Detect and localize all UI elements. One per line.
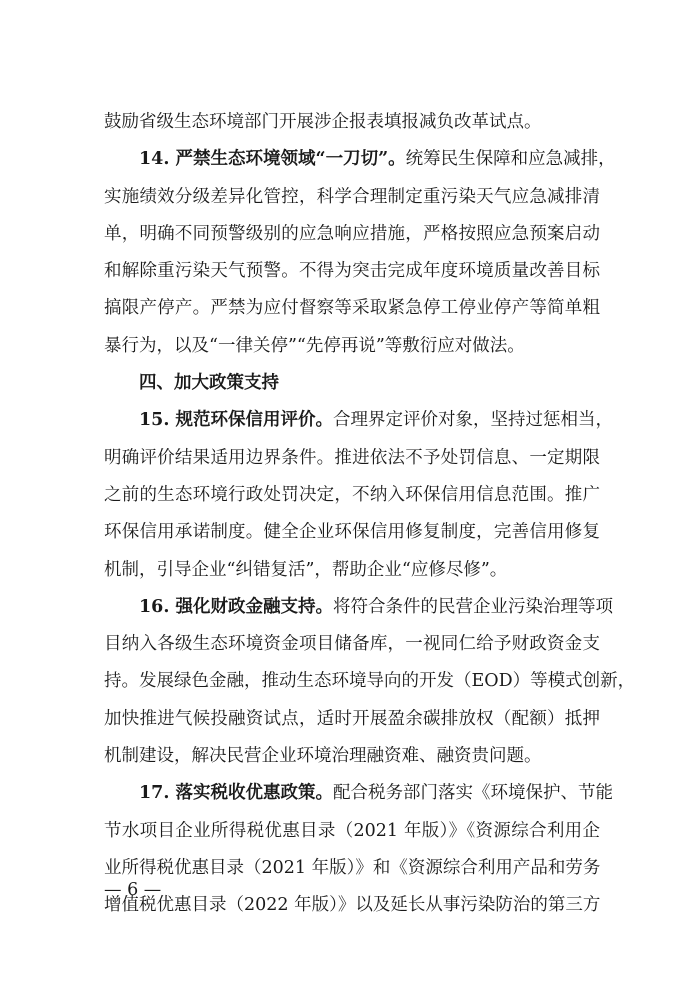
section-heading: 四、加大政策支持 [139,373,279,394]
item-text: 合理界定评价对象，坚持过惩相当， [333,410,614,431]
paragraph-first-line [104,775,614,812]
body-line: 之前的生态环境行政处罚决定，不纳入环保信用信息范围。推广 [104,484,600,505]
item-text: 统筹民生保障和应急减排， [405,149,616,170]
body-line: 鼓励省级生态环境部门开展涉企报表填报减负改革试点。 [104,112,542,132]
body-line: 和解除重污染天气预警。不得为突击完成年度环境质量改善目标 [104,261,600,282]
paragraph-first-line [104,141,616,178]
body-line: 暴行为，以及“一律关停”“先停再说”等敷衍应对做法。 [104,335,525,356]
body-line: 环保信用承诺制度。健全企业环保信用修复制度，完善信用修复 [104,522,600,543]
body-line: 搞限产停产。严禁为应付督察等采取紧急停工停业停产等简单粗 [104,298,600,319]
body-line: 节水项目企业所得税优惠目录（2021 年版）》《资源综合利用企 [104,820,600,841]
body-line: 加快推进气候投融资试点，适时开展盈余碳排放权（配额）抵押 [104,708,600,729]
item-text: 配合税务部门落实《环境保护、节能 [333,783,614,804]
paragraph-first-line [104,402,614,439]
body-line: 明确评价结果适用边界条件。推进依法不予处罚信息、一定期限 [104,447,600,468]
item-heading: 17. 落实税收优惠政策。 [139,783,334,804]
page-number: — 6 — [104,880,162,900]
body-line: 持。发展绿色金融，推动生态环境导向的开发（EOD）等模式创新， [104,671,636,692]
item-heading: 16. 强化财政金融支持。 [139,596,334,617]
item-text: 将符合条件的民营企业污染治理等项 [333,596,614,617]
body-line: 机制建设，解决民营企业环境治理融资难、融资贵问题。 [104,746,542,767]
document-body [104,104,636,925]
body-line: 业所得税优惠目录（2021 年版）》和《资源综合利用产品和劳务 [104,857,601,878]
paragraph-first-line [104,589,614,626]
body-line: 增值税优惠目录（2022 年版）》以及延长从事污染防治的第三方 [104,895,601,916]
item-heading: 14. 严禁生态环境领域“一刀切”。 [139,149,406,170]
body-line: 目纳入各级生态环境资金项目储备库，一视同仁给予财政资金支 [104,634,600,655]
body-line: 单，明确不同预警级别的应急响应措施，严格按照应急预案启动 [104,223,600,244]
body-line: 实施绩效分级差异化管控，科学合理制定重污染天气应急减排清 [104,186,600,207]
body-line: 机制，引导企业“纠错复活”，帮助企业“应修尽修”。 [104,559,508,580]
item-heading: 15. 规范环保信用评价。 [139,410,334,431]
